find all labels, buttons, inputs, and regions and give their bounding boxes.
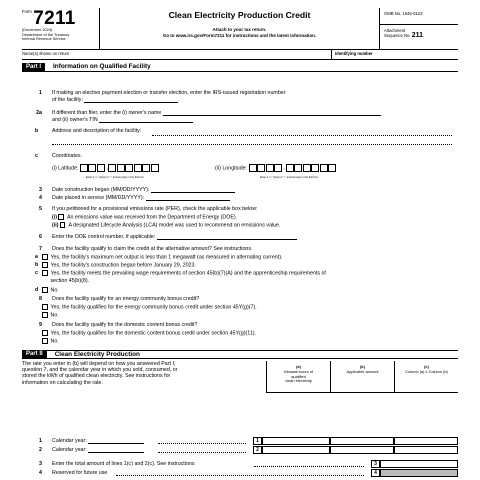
per-lca-checkbox[interactable] — [60, 222, 66, 228]
p2-line-1-leader — [158, 443, 246, 444]
part2-intro: The rate you enter in (b) will depend on how you answered Part I, question 7, and the calendar year in which you sold, consumed, or stored the kWh of qualified clean electricity. See instructions for information on calculating the rate. — [22, 361, 178, 386]
latitude-sign-box[interactable] — [80, 164, 88, 172]
construction-date-field[interactable] — [151, 188, 235, 193]
line-2-amount-field[interactable] — [330, 446, 394, 454]
form-number: 7211 — [33, 8, 76, 29]
part1-title: Information on Qualified Facility — [53, 63, 151, 71]
calendar-year-1-field[interactable] — [88, 439, 144, 444]
p2-line-3-numbox: 3 — [371, 460, 380, 468]
line-2-total-field[interactable] — [394, 446, 458, 454]
domestic-content-yes-checkbox[interactable] — [42, 330, 48, 336]
domestic-content-no-checkbox[interactable] — [42, 338, 48, 344]
p2-line-2-numbox: 2 — [253, 446, 262, 454]
column-a-header: (a) Kilowatt-hours of qualified clean electricity — [266, 361, 330, 393]
owner-tin-field[interactable] — [99, 118, 193, 123]
line-3-total-field[interactable] — [380, 460, 458, 468]
column-c-header: (c) Column (a) x Column (b) — [394, 361, 458, 393]
form-title: Clean Electricity Production Credit — [168, 10, 311, 20]
sequence-number: 211 — [411, 32, 424, 40]
attachment-sequence: Attachment Sequence No. 211 — [384, 28, 424, 40]
name-field[interactable]: Name(s) shown on return — [22, 50, 332, 59]
part1-tag: Part I — [22, 63, 45, 72]
p2-line-3-leader — [254, 466, 364, 467]
revision-date: (December 2024) — [22, 27, 53, 32]
line-4-reserved-field — [380, 469, 458, 477]
line-1-kwh-field[interactable] — [262, 437, 330, 445]
p2-line-1-numbox: 1 — [253, 437, 262, 445]
part2-wrapper — [22, 350, 458, 359]
alt-amount-no-checkbox[interactable] — [42, 287, 48, 293]
identifying-number-field[interactable]: Identifying number — [335, 51, 373, 56]
part2-intro-row — [22, 361, 458, 393]
energy-community-no-checkbox[interactable] — [42, 312, 48, 318]
irs-label: Internal Revenue Service — [22, 36, 66, 42]
alt-amount-pwa-checkbox[interactable] — [42, 270, 48, 276]
latitude-label: (i) Latitude: — [52, 165, 79, 172]
address-field[interactable] — [152, 135, 452, 136]
name-row — [22, 50, 458, 60]
attach-instruction: Attach to your tax return. — [212, 27, 267, 33]
alt-amount-construction-checkbox[interactable] — [42, 262, 48, 268]
p2-line-4-numbox: 4 — [371, 469, 380, 477]
form-id-block — [22, 8, 100, 49]
omb-block — [380, 8, 458, 49]
goto-instruction: Go to www.irs.gov/Form7211 for instructions and the latest information. — [162, 33, 317, 39]
longitude-sign-box[interactable] — [249, 164, 257, 172]
column-header-rule — [266, 392, 458, 393]
longitude-label: (ii) Longitude: — [215, 165, 248, 172]
form-word: Form — [22, 9, 32, 14]
p2-line-2-leader — [158, 452, 246, 453]
calendar-year-2-field[interactable] — [88, 448, 144, 453]
part2-header — [22, 350, 458, 359]
energy-community-yes-checkbox[interactable] — [42, 304, 48, 310]
part2-title: Clean Electricity Production — [54, 350, 140, 358]
placed-in-service-date-field[interactable] — [146, 196, 230, 201]
part2-tag: Part II — [22, 350, 47, 359]
alt-amount-1mw-checkbox[interactable] — [42, 254, 48, 260]
owner-name-field[interactable] — [163, 111, 381, 116]
omb-number: OMB No. 1545-0123 — [380, 11, 458, 25]
form-title-block — [100, 8, 380, 49]
description-field[interactable] — [52, 144, 452, 145]
line-1-total-field[interactable] — [394, 437, 458, 445]
form-header — [22, 8, 458, 50]
doe-control-number-field[interactable] — [157, 235, 297, 240]
line-1-amount-field[interactable] — [330, 437, 394, 445]
dept-treasury: Department of the Treasury — [22, 31, 70, 37]
column-b-header: (b) Applicable amount — [330, 361, 394, 393]
p2-line-4-leader — [116, 475, 364, 476]
per-doe-checkbox[interactable] — [58, 214, 64, 220]
line-2-kwh-field[interactable] — [262, 446, 330, 454]
registration-number-field[interactable] — [84, 98, 178, 103]
part1-header — [22, 63, 458, 72]
